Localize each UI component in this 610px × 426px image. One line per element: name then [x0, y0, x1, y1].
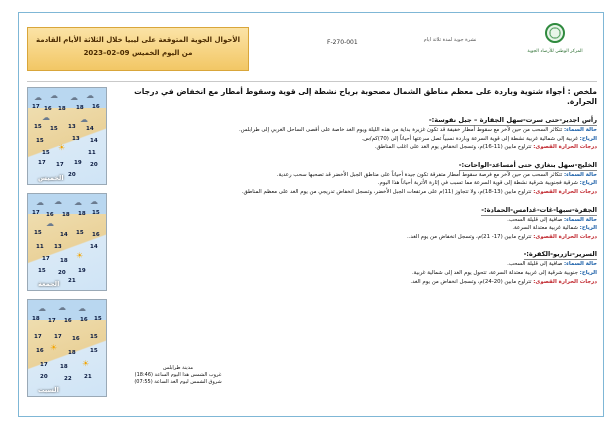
- publication-name: نشرة جوية لمدة ثلاثة ايام: [423, 37, 477, 43]
- wind-row: [123, 135, 597, 144]
- map-temp: 17: [54, 334, 62, 340]
- sky-label: حالة السماء:: [564, 261, 597, 268]
- region-block: [123, 241, 597, 286]
- wind-label: الرياح:: [579, 269, 597, 276]
- map-temp: 20: [40, 374, 48, 380]
- sky-label: حالة السماء:: [564, 127, 597, 133]
- map-temp: 15: [42, 150, 50, 156]
- map-temp: 18: [32, 316, 40, 322]
- maps-column: [27, 87, 107, 405]
- map-temp: 17: [32, 104, 40, 110]
- wind-label: الرياح:: [579, 180, 597, 187]
- map-day-2: [27, 193, 107, 291]
- map-temp: 18: [78, 211, 86, 217]
- header-title-line2: من اليوم الخميس 09–02–2023: [83, 49, 193, 57]
- header-divider: [27, 81, 597, 82]
- forecast-text: [123, 87, 597, 286]
- wind-row: [123, 269, 597, 278]
- temp-label: درجات الحرارة القصوى:: [533, 144, 597, 151]
- map-temp: 15: [92, 210, 100, 216]
- forecast-page: [18, 12, 604, 417]
- map-temp: 17: [38, 160, 46, 166]
- cloud-icon: ☁: [42, 113, 50, 122]
- map-temp: 13: [54, 244, 62, 250]
- map-temp: 15: [90, 334, 98, 340]
- map-temp: 11: [36, 244, 44, 250]
- map-day-label: الجمعة: [38, 280, 60, 288]
- temp-row: [123, 278, 597, 287]
- map-temp: 17: [56, 162, 64, 168]
- sky-row: [123, 260, 597, 269]
- map-temp: 13: [68, 124, 76, 130]
- sun-icon: ☀: [50, 343, 58, 352]
- map-temp: 16: [64, 318, 72, 324]
- sun-times: [123, 365, 233, 386]
- sky-row: [123, 216, 597, 225]
- map-temp: 14: [86, 126, 94, 132]
- map-temp: 17: [48, 318, 56, 324]
- region-title: السرير-تازربو-الكفرة:-: [523, 250, 597, 259]
- map-day-3: [27, 299, 107, 397]
- sun-icon: ☀: [76, 251, 84, 260]
- region-title: رأس اجدير-حتى سرت-سهل الجفارة – جبل نفوسة:-: [428, 116, 597, 124]
- temp-text: تتراوح مابين (13-18)م، ولا تتجاوز (11)م على مرتفعات الجبل الأخضر، وتسجل انخفاض تدريجي من يوم الغد على معظم المناطق.: [241, 188, 532, 195]
- header: [27, 21, 597, 79]
- map-temp: 16: [92, 232, 100, 238]
- map-temp: 16: [72, 336, 80, 342]
- map-temp: 19: [78, 268, 86, 274]
- map-temp: 20: [68, 172, 76, 178]
- map-temp: 15: [34, 230, 42, 236]
- map-temp: 16: [46, 212, 54, 218]
- document-code: F-270-001: [327, 39, 358, 46]
- sky-text: صافية إلى قليلة السحب.: [507, 261, 563, 268]
- map-temp: 15: [34, 124, 42, 130]
- temp-label: درجات الحرارة القصوى:: [533, 233, 597, 240]
- map-temp: 21: [68, 278, 76, 284]
- summary: ملخص : أجواء شتوية وباردة على معظم مناطق الشمال مصحوبة برياح نشطة إلى قوية وسقوط أمطار مع انخفاض في درجات الحرارة.: [134, 87, 597, 106]
- sunrise-time: شروق الشمس ليوم الغد الساعة (07:55): [134, 379, 222, 385]
- temp-label: درجات الحرارة القصوى:: [533, 188, 597, 195]
- map-day-1: [27, 87, 107, 185]
- map-temp: 18: [60, 364, 68, 370]
- map-temp: 20: [58, 270, 66, 276]
- wind-label: الرياح:: [579, 135, 597, 142]
- cloud-icon: ☁: [70, 93, 78, 102]
- map-temp: 17: [42, 256, 50, 262]
- map-temp: 22: [64, 376, 72, 382]
- sun-cloud-icon: ☀: [58, 143, 66, 152]
- sun-icon: ☀: [82, 359, 90, 368]
- temp-text: تتراوح مابين (11-16)م، وتسجل انخفاض يوم الغد على اغلب المناطق.: [374, 144, 532, 151]
- header-title-box: [27, 27, 249, 71]
- map-temp: 18: [58, 106, 66, 112]
- sun-city: مدينة طرابلس: [162, 365, 194, 371]
- map-temp: 18: [62, 212, 70, 218]
- sky-text: صافية إلى قليلة السحب.: [507, 216, 563, 223]
- sky-text: تتكاثر السحب من حين لآخر مع سقوط أمطار خفيفة قد تكون غزيرة بداية من هذه الليلة ويوم الغد خاصة على أقصى الساحل الغربي إلى طرابلس.: [239, 127, 563, 133]
- map-temp: 17: [32, 210, 40, 216]
- cloud-icon: ☁: [74, 198, 82, 207]
- map-temp: 11: [88, 150, 96, 156]
- cloud-icon: ☁: [46, 219, 54, 228]
- map-temp: 20: [90, 162, 98, 168]
- map-temp: 15: [76, 230, 84, 236]
- wind-text: جنوبية شرقية إلى غربية معتدلة السرعة، تتحول يوم الغد إلى شمالية غربية.: [411, 269, 578, 276]
- map-temp: 16: [44, 106, 52, 112]
- sky-label: حالة السماء:: [564, 171, 597, 178]
- cloud-icon: ☁: [38, 304, 46, 313]
- region-title: الخليج-سهل بنغازي حتى أمساعد-الواحات:-: [458, 160, 597, 169]
- sky-label: حالة السماء:: [564, 216, 597, 223]
- logo-icon: [545, 23, 565, 43]
- header-title-line1: الأحوال الجوية المتوقعة على ليبيا خلال الثلاثة الأيام القادمة: [35, 36, 241, 44]
- temp-label: درجات الحرارة القصوى:: [533, 278, 597, 285]
- wind-label: الرياح:: [579, 225, 597, 232]
- map-temp: 18: [60, 258, 68, 264]
- map-day-label: الخميس: [38, 174, 64, 182]
- sunset-time: غروب الشمس هذا اليوم الساعة (18:46): [134, 372, 222, 378]
- cloud-icon: ☁: [54, 197, 62, 206]
- map-temp: 21: [84, 374, 92, 380]
- cloud-icon: ☁: [78, 304, 86, 313]
- cloud-rain-icon: ☁: [86, 91, 94, 100]
- wind-text: غربية إلى شمالية غربية نشطة إلى قوية السرعة وباردة نسبياً تصل سرعتها أحياناً إلى (70)كم/س.: [361, 135, 578, 142]
- region-block: [123, 107, 597, 152]
- temp-row: [123, 188, 597, 197]
- map-temp: 15: [90, 348, 98, 354]
- map-temp: 15: [38, 268, 46, 274]
- temp-row: [123, 233, 597, 242]
- map-temp: 15: [36, 138, 44, 144]
- region-block: [123, 197, 597, 242]
- map-temp: 16: [36, 348, 44, 354]
- cloud-rain-icon: ☁: [34, 93, 42, 102]
- temp-row: [123, 143, 597, 152]
- wind-row: [123, 179, 597, 188]
- map-temp: 13: [72, 136, 80, 142]
- map-temp: 16: [92, 104, 100, 110]
- map-temp: 15: [94, 316, 102, 322]
- cloud-rain-icon: ☁: [36, 198, 44, 207]
- wind-text: شمالية غربية معتدلة السرعة.: [512, 225, 578, 232]
- temp-text: تتراوح مابين (20-24)م، وتسجل انخفاض من يوم الغد.: [410, 278, 532, 285]
- map-temp: 19: [74, 160, 82, 166]
- map-temp: 17: [34, 334, 42, 340]
- sky-text: تتكاثر السحب من حين لآخر مع فرصة سقوط أمطار متفرقة تكون جيدة أحياناً على مناطق الجبل الأخضر قد تصحبها سحب رعدية.: [276, 171, 563, 178]
- map-temp: 14: [60, 232, 68, 238]
- org-logo: [515, 23, 595, 54]
- region-title: الجفرة-سبها-غات-غدامس-الحمادة:-: [481, 205, 597, 214]
- map-temp: 16: [80, 317, 88, 323]
- map-temp: 14: [90, 138, 98, 144]
- map-temp: 14: [90, 244, 98, 250]
- map-temp: 18: [76, 105, 84, 111]
- sky-row: [123, 126, 597, 135]
- temp-text: تتراوح مابين (17- 21)م، وتسجل انخفاض من يوم الغد..: [406, 233, 532, 240]
- wind-text: شرقية فجنوبية شرقية نشطة إلى قوية السرعة مما تسبب في إثارة الأتربة أحياناً هذا اليوم.: [377, 180, 578, 187]
- cloud-rain-icon: ☁: [58, 303, 66, 312]
- cloud-rain-icon: ☁: [90, 197, 98, 206]
- region-block: [123, 152, 597, 197]
- map-temp: 17: [40, 362, 48, 368]
- org-name: المركز الوطني للأرصاد الجوية: [527, 49, 583, 54]
- map-day-label: السبت: [38, 386, 59, 394]
- cloud-icon: ☁: [80, 115, 88, 124]
- map-temp: 15: [50, 126, 58, 132]
- map-temp: 18: [68, 350, 76, 356]
- cloud-rain-icon: ☁: [50, 91, 58, 100]
- wind-row: [123, 224, 597, 233]
- sky-row: [123, 171, 597, 180]
